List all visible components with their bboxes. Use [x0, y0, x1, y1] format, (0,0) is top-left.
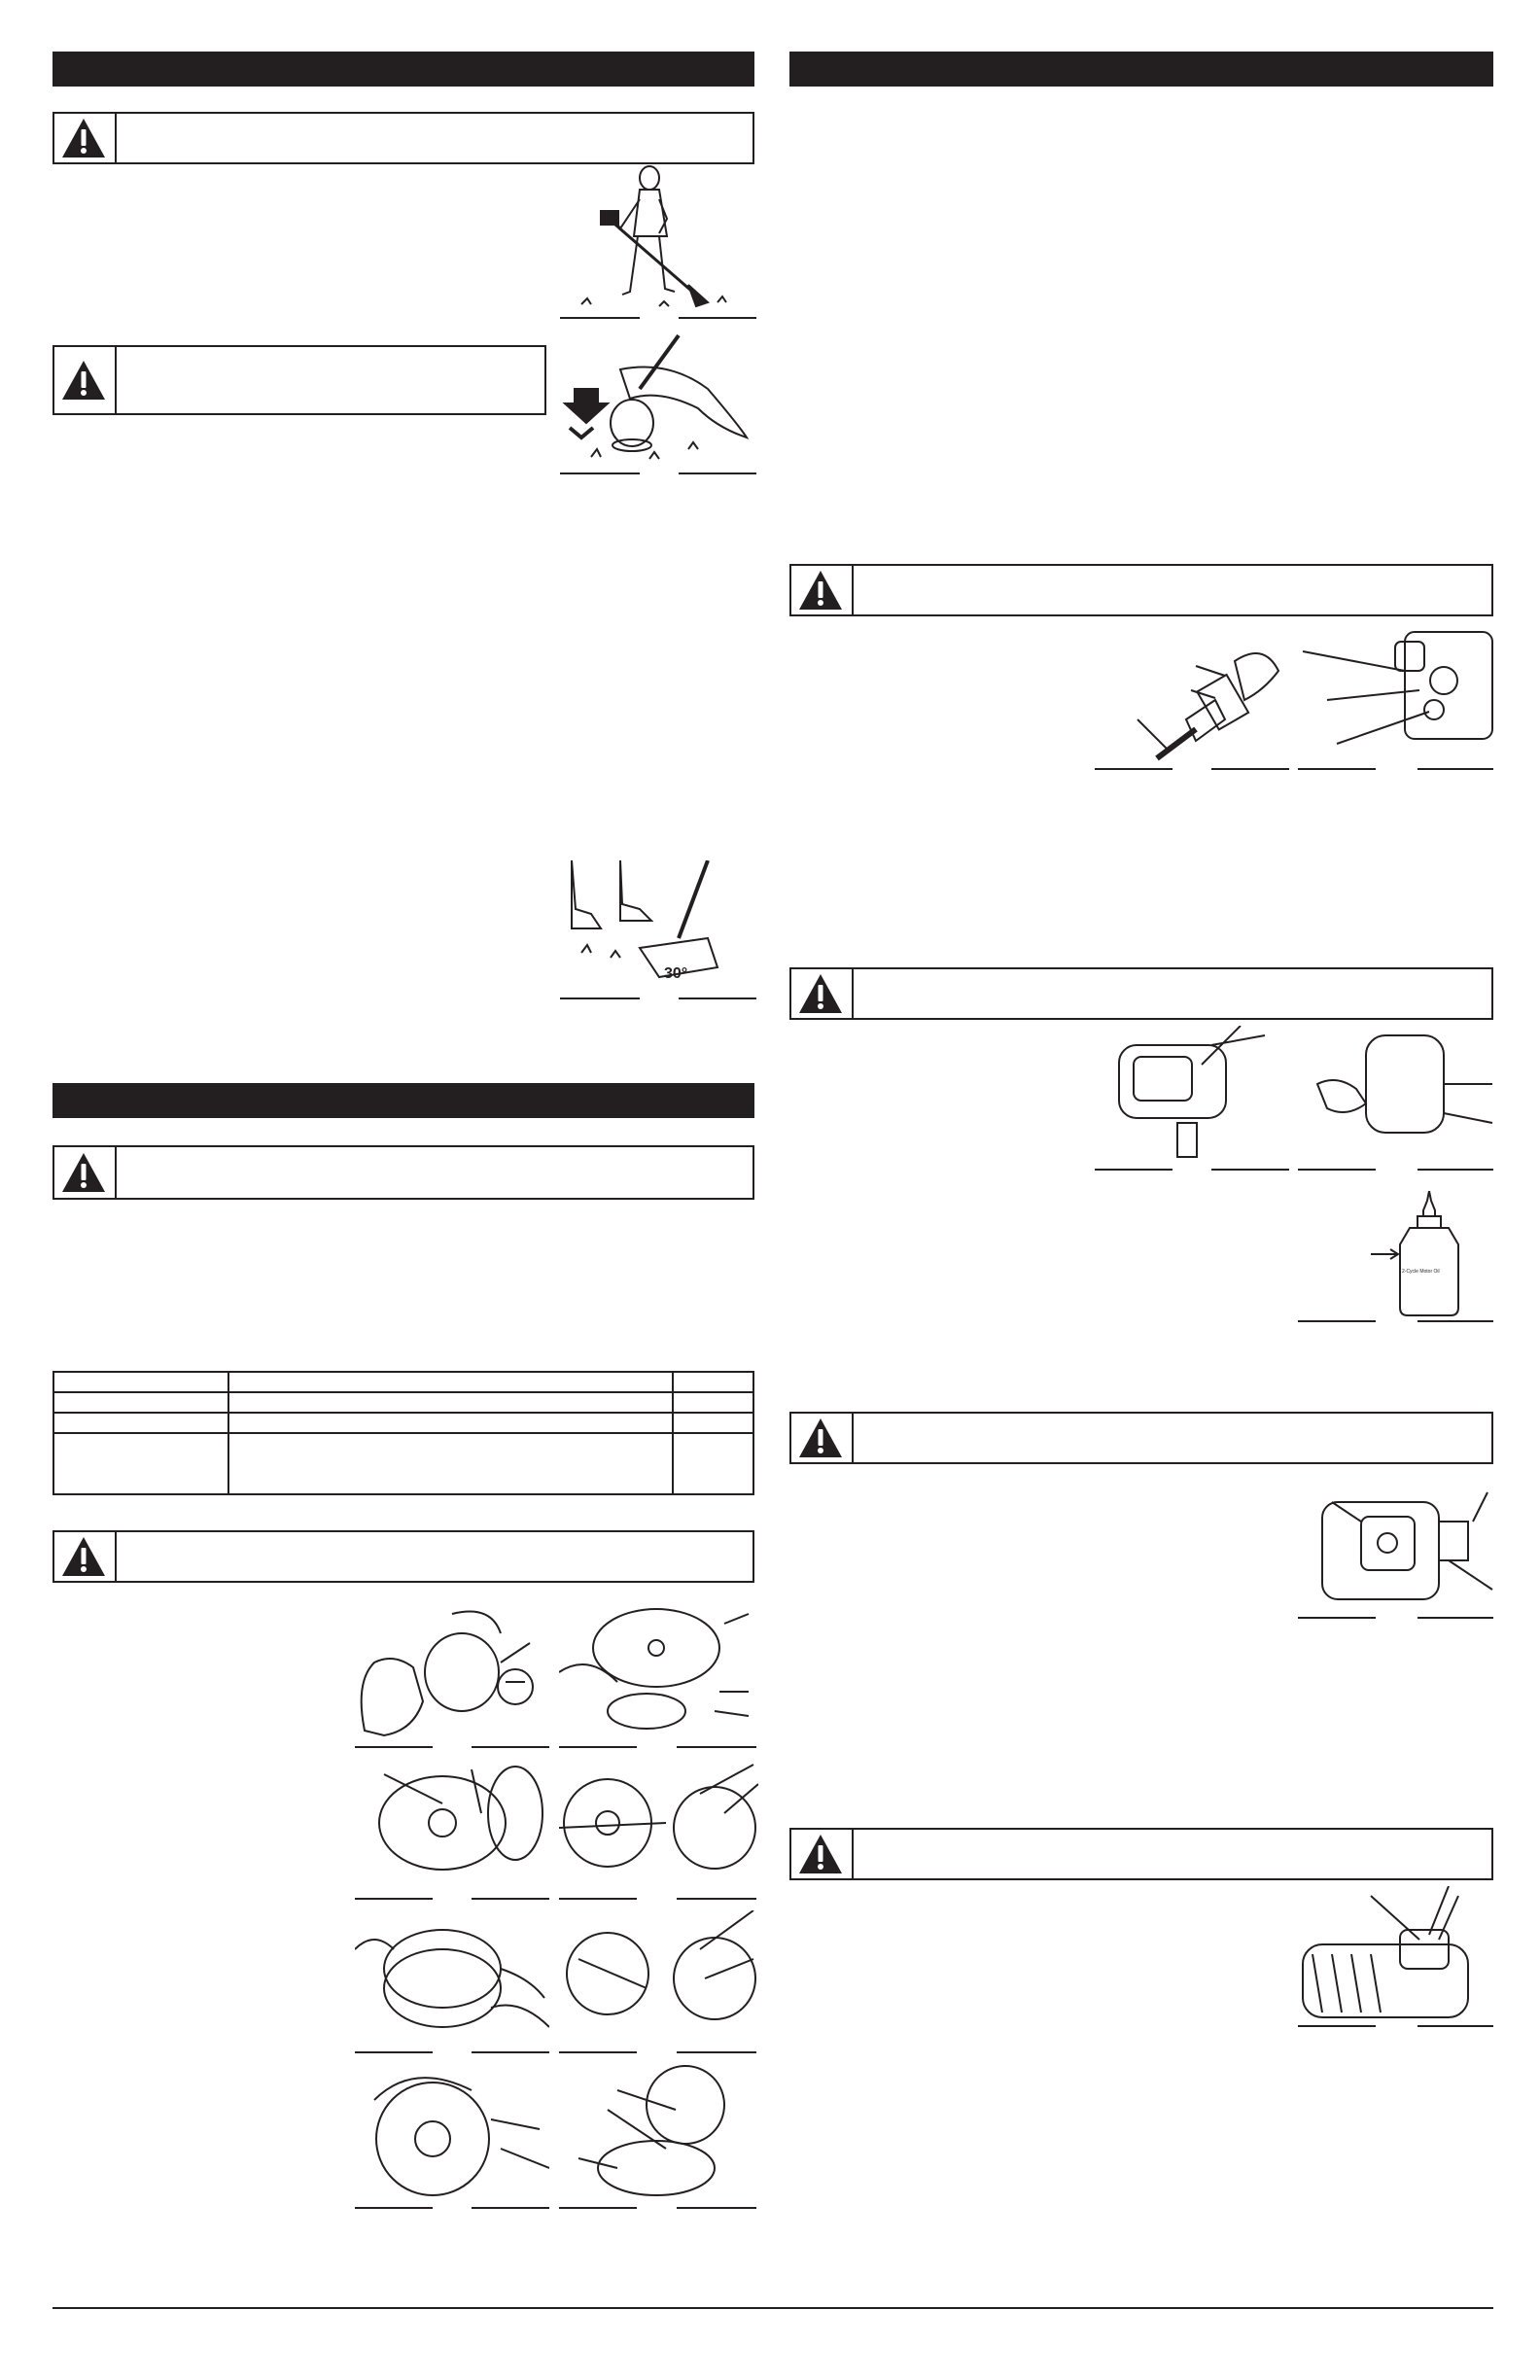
table-row	[53, 1413, 753, 1433]
figure-line-replace-7	[355, 2061, 549, 2202]
figure-edging-angle	[562, 860, 756, 992]
figure-air-filter	[1293, 1483, 1495, 1614]
section-header-bar-right	[789, 52, 1493, 87]
warning-box-7	[789, 1412, 1493, 1464]
figure-line-replace-6	[559, 1910, 758, 2047]
footer-rule	[52, 2307, 1493, 2309]
table-cell	[53, 1372, 228, 1392]
warning-box-2	[52, 345, 546, 415]
figure-caption-rule	[559, 1746, 637, 1748]
figure-caption-rule	[1418, 768, 1493, 770]
warning-icon-cell	[54, 1532, 117, 1581]
figure-caption-rule	[355, 1746, 433, 1748]
warning-box-8	[789, 1828, 1493, 1880]
figure-caption-rule	[355, 2207, 433, 2209]
figure-caption-rule	[560, 472, 640, 474]
table-cell	[53, 1433, 228, 1494]
figure-trimmer-head-bump	[562, 331, 756, 467]
table-cell	[53, 1392, 228, 1413]
figure-caption-rule	[472, 2051, 549, 2053]
figure-line-replace-8	[559, 2061, 758, 2202]
figure-caption-rule	[677, 1898, 756, 1900]
figure-caption-rule	[559, 1898, 637, 1900]
figure-caption-rule	[677, 1746, 756, 1748]
warning-icon-cell	[791, 566, 854, 614]
section-header-bar-maintenance	[52, 1083, 754, 1118]
table-cell	[673, 1413, 753, 1433]
figure-caption-rule	[472, 2207, 549, 2209]
warning-triangle-icon	[61, 360, 106, 401]
figure-caption-rule	[472, 1898, 549, 1900]
warning-triangle-icon	[61, 1152, 106, 1193]
figure-caption-rule	[1095, 768, 1172, 770]
table-row	[53, 1433, 753, 1494]
warning-triangle-icon	[61, 118, 106, 158]
warning-triangle-icon	[61, 1536, 106, 1577]
table-cell	[53, 1413, 228, 1433]
warning-triangle-icon	[798, 570, 843, 611]
warning-box-1	[52, 112, 754, 164]
maintenance-schedule-table	[52, 1371, 754, 1495]
figure-caption-rule	[1418, 1169, 1493, 1171]
figure-caption-rule	[355, 2051, 433, 2053]
figure-oil-bottle	[1361, 1191, 1468, 1317]
warning-triangle-icon	[798, 973, 843, 1014]
figure-engine-adjust	[1298, 622, 1495, 763]
figure-caption-rule	[559, 2207, 637, 2209]
figure-caption-rule	[355, 1898, 433, 1900]
table-row	[53, 1372, 753, 1392]
figure-line-replace-1	[355, 1594, 549, 1740]
figure-spark-plug	[1118, 622, 1283, 763]
warning-icon-cell	[791, 1830, 854, 1878]
figure-caption-rule	[559, 2051, 637, 2053]
warning-box-6	[789, 967, 1493, 1020]
warning-icon-cell	[54, 114, 117, 162]
figure-caption-rule	[677, 2207, 756, 2209]
warning-triangle-icon	[798, 1418, 843, 1458]
table-cell	[228, 1413, 673, 1433]
figure-caption-rule	[1211, 768, 1289, 770]
figure-gearbox-lube-2	[1298, 1026, 1495, 1167]
figure-caption-rule	[1298, 2025, 1376, 2027]
warning-box-3	[52, 1145, 754, 1200]
figure-caption-rule	[1418, 1320, 1493, 1322]
down-arrow-icon	[565, 389, 608, 423]
table-cell	[228, 1372, 673, 1392]
table-row	[53, 1392, 753, 1413]
figure-caption-rule	[1095, 1169, 1172, 1171]
figure-engine-top	[1293, 1886, 1495, 2022]
figure-caption-rule	[1211, 1169, 1289, 1171]
table-cell	[673, 1372, 753, 1392]
figure-gearbox-lube-1	[1095, 1026, 1289, 1167]
figure-caption-rule	[472, 1746, 549, 1748]
figure-caption-rule	[1418, 2025, 1493, 2027]
figure-caption-rule	[679, 472, 756, 474]
figure-caption-rule	[1298, 1617, 1376, 1619]
table-cell	[673, 1433, 753, 1494]
figure-line-replace-3	[355, 1755, 549, 1896]
figure-line-replace-2	[559, 1594, 758, 1740]
figure-operator-trimming	[562, 160, 756, 311]
table-cell	[228, 1392, 673, 1413]
figure-line-replace-5	[355, 1910, 549, 2047]
figure-caption-rule	[560, 998, 640, 999]
warning-icon-cell	[54, 1147, 117, 1198]
figure-caption-rule	[1418, 1617, 1493, 1619]
table-cell	[673, 1392, 753, 1413]
warning-icon-cell	[54, 347, 117, 413]
figure-caption-rule	[679, 998, 756, 999]
warning-box-4	[52, 1530, 754, 1583]
oil-bottle-label: 2-Cycle Motor Oil	[1402, 1269, 1440, 1275]
figure-caption-rule	[1298, 1320, 1376, 1322]
section-header-bar-operation	[52, 52, 754, 87]
figure-caption-rule	[1298, 1169, 1376, 1171]
figure-caption-rule	[560, 317, 640, 319]
warning-box-5	[789, 564, 1493, 616]
warning-icon-cell	[791, 969, 854, 1018]
angle-label: 30°	[664, 965, 688, 982]
warning-triangle-icon	[798, 1834, 843, 1874]
figure-line-replace-4	[559, 1755, 758, 1896]
figure-caption-rule	[1298, 768, 1376, 770]
figure-caption-rule	[677, 2051, 756, 2053]
warning-icon-cell	[791, 1414, 854, 1462]
table-cell	[228, 1433, 673, 1494]
figure-caption-rule	[679, 317, 756, 319]
